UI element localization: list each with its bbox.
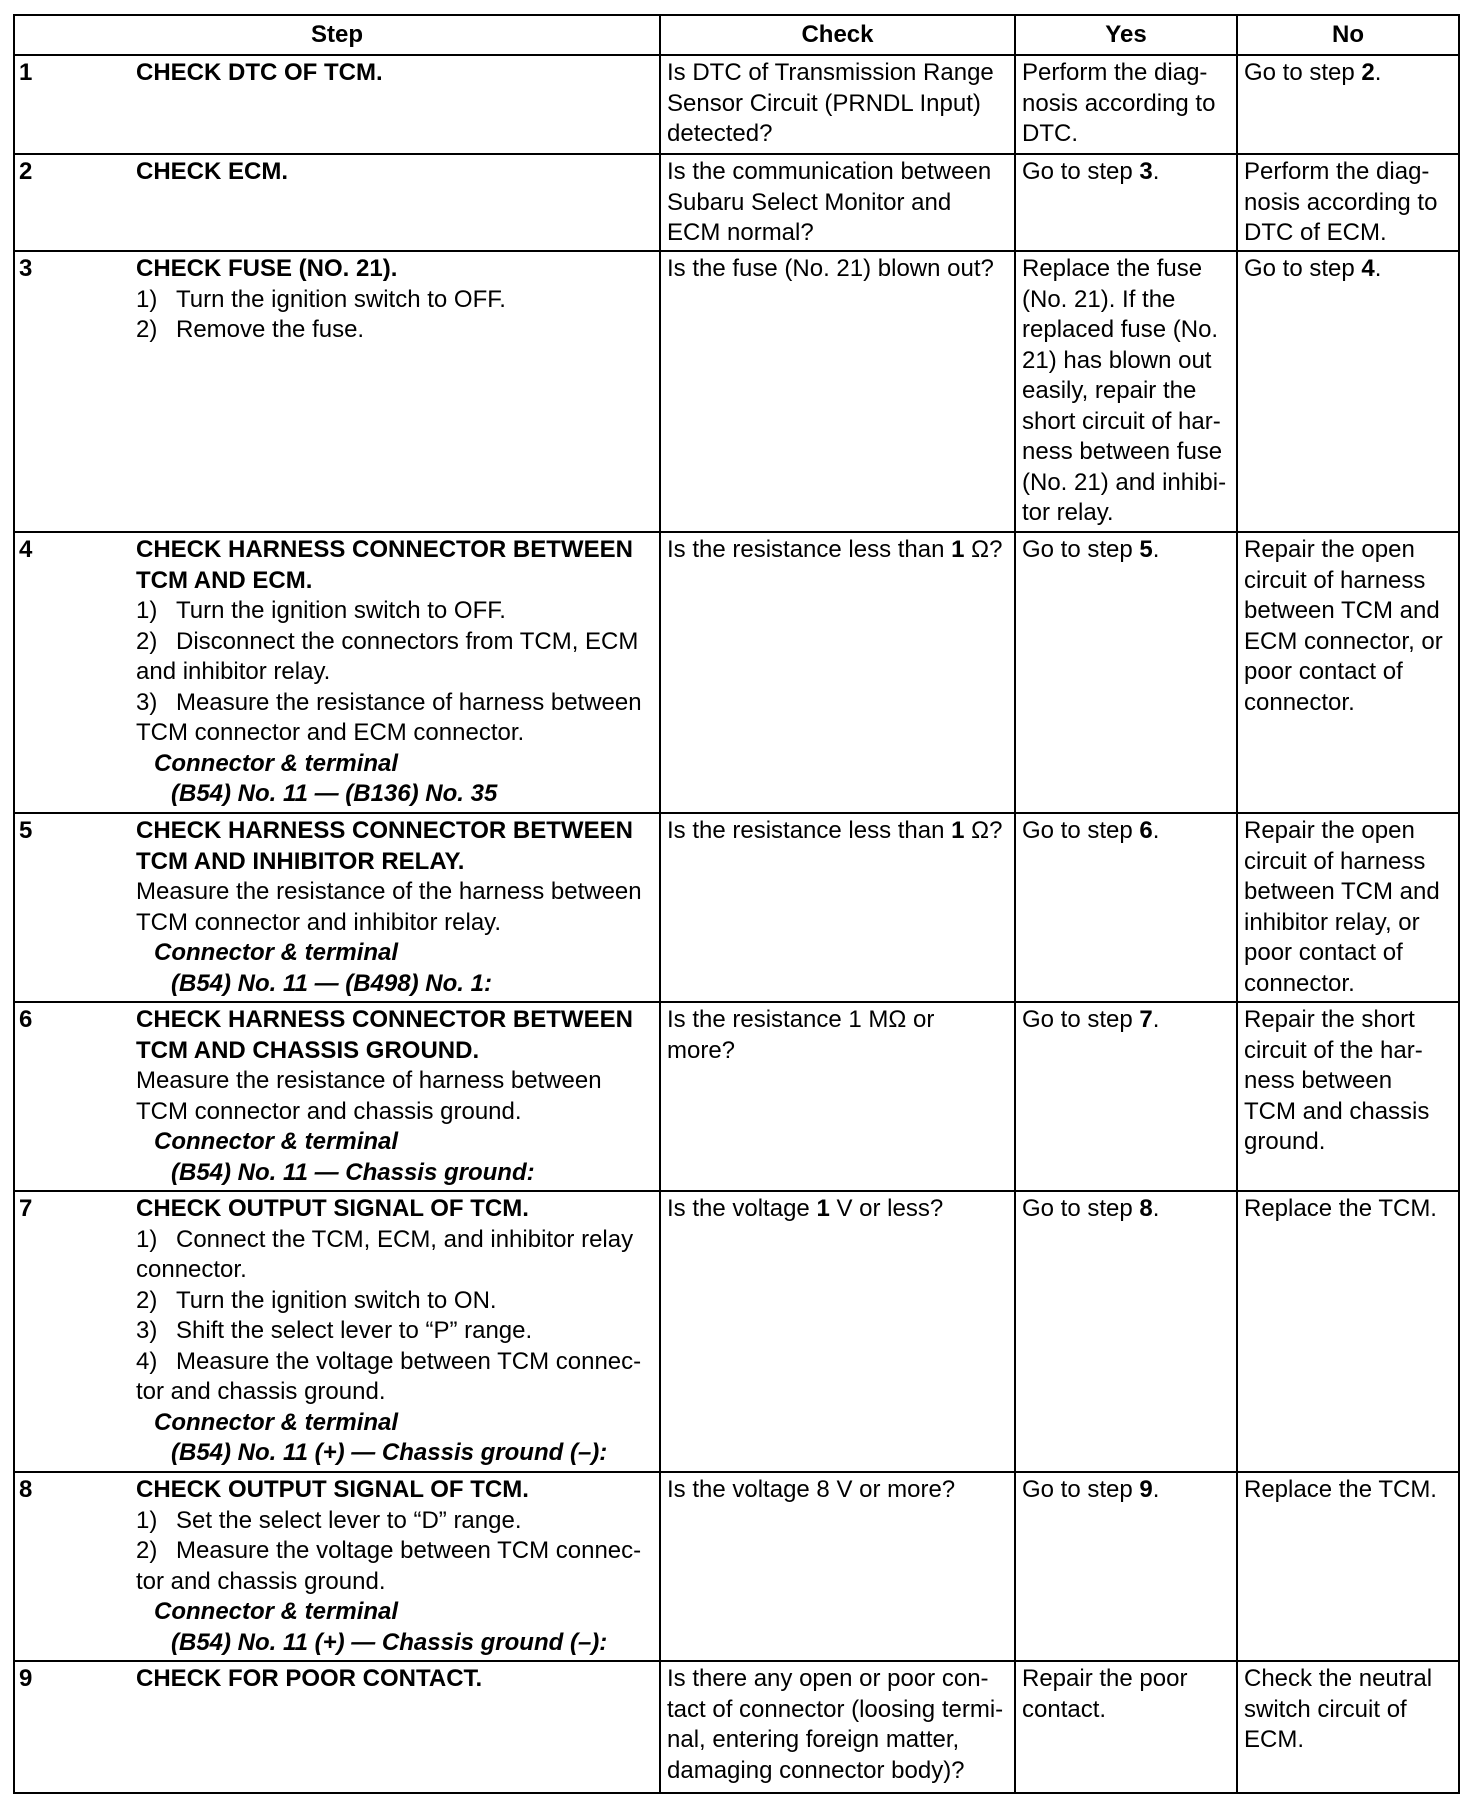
no-line: ECM connector, or <box>1244 627 1443 655</box>
step-cell <box>15 1662 659 1792</box>
yes-cell <box>1016 1003 1236 1190</box>
no-line: poor contact of <box>1244 658 1403 685</box>
check-text: Is the resistance less than <box>667 536 952 563</box>
yes-cell <box>1016 155 1236 250</box>
check-value: 1 <box>951 536 965 563</box>
go-to-step-text: Go to step <box>1022 1195 1140 1222</box>
yes-line: ness between fuse <box>1022 438 1223 465</box>
no-line: switch circuit of <box>1244 1695 1407 1723</box>
step-cell <box>15 252 659 531</box>
check-line: Is DTC of Transmission Range <box>667 59 994 86</box>
check-line: ECM normal? <box>667 219 814 246</box>
connector-label: Connector & terminal <box>154 1128 399 1155</box>
step-reference: 3 <box>1139 158 1153 185</box>
step-title: TCM AND INHIBITOR RELAY. <box>136 847 465 875</box>
go-to-step <box>1022 157 1236 188</box>
no-line: DTC of ECM. <box>1244 219 1387 246</box>
no-line: between TCM and <box>1244 878 1440 905</box>
step-instruction <box>136 285 659 316</box>
check-text: Ω? <box>964 536 1003 563</box>
step-instruction <box>136 688 659 719</box>
header-yes: Yes <box>1016 16 1236 54</box>
step-reference: 4 <box>1361 255 1375 282</box>
instruction-number: 1) <box>136 597 158 624</box>
step-number: 4 <box>19 536 33 563</box>
go-to-step-text: Go to step <box>1244 59 1362 86</box>
yes-line: Perform the diag- <box>1022 59 1208 86</box>
connector-label: Connector & terminal <box>154 939 399 966</box>
yes-line: Repair the poor <box>1022 1665 1188 1692</box>
instruction-number: 2) <box>136 1286 158 1314</box>
step-text <box>136 1475 659 1660</box>
step-instruction: Measure the resistance of the harness between <box>136 878 642 905</box>
step-cell <box>15 1003 659 1190</box>
instruction-text: Turn the ignition switch to OFF. <box>176 285 506 313</box>
no-line: nosis according to <box>1244 188 1438 216</box>
connector-label: Connector & terminal <box>154 1598 399 1625</box>
step-number: 2 <box>19 158 33 185</box>
step-number: 6 <box>19 1006 33 1033</box>
check-line: more? <box>667 1036 736 1064</box>
step-text <box>136 816 659 1001</box>
yes-line: contact. <box>1022 1695 1107 1723</box>
go-to-step <box>1022 535 1236 566</box>
no-line: TCM and chassis <box>1244 1097 1430 1125</box>
step-number: 5 <box>19 817 33 844</box>
step-text <box>136 157 659 250</box>
no-line: ground. <box>1244 1128 1326 1155</box>
check-line: tact of connector (loosing termi- <box>667 1695 1004 1723</box>
step-instruction <box>136 1506 659 1537</box>
step-cell <box>15 56 659 153</box>
check-cell <box>661 252 1014 531</box>
step-title: TCM AND CHASSIS GROUND. <box>136 1036 480 1064</box>
go-to-step-end: . <box>1152 1006 1160 1033</box>
no-line: ness between <box>1244 1067 1393 1094</box>
step-reference: 2 <box>1361 59 1375 86</box>
yes-cell <box>1016 814 1236 1001</box>
step-instruction <box>136 1225 659 1256</box>
go-to-step-end: . <box>1152 536 1160 563</box>
check-cell <box>661 155 1014 250</box>
instruction-text: Remove the fuse. <box>176 316 365 343</box>
no-line: Repair the open <box>1244 817 1415 844</box>
check-value: 1 <box>951 817 965 844</box>
go-to-step <box>1022 1194 1236 1225</box>
check-cell <box>661 814 1014 1001</box>
go-to-step <box>1022 1475 1236 1506</box>
step-reference: 5 <box>1139 536 1153 563</box>
no-line: Check the neutral <box>1244 1665 1433 1692</box>
step-title: CHECK ECM. <box>136 158 289 185</box>
no-cell <box>1238 1473 1458 1660</box>
check-cell <box>661 1473 1014 1660</box>
no-cell <box>1238 1662 1458 1792</box>
yes-line: 21) has blown out <box>1022 346 1212 374</box>
step-instruction <box>136 1316 659 1347</box>
instruction-text: Connect the TCM, ECM, and inhibitor relay <box>176 1225 634 1253</box>
step-instruction: TCM connector and chassis ground. <box>136 1097 522 1125</box>
no-line: inhibitor relay, or <box>1244 908 1420 936</box>
check-line: damaging connector body)? <box>667 1756 965 1784</box>
yes-cell <box>1016 1192 1236 1471</box>
step-title: CHECK FOR POOR CONTACT. <box>136 1665 483 1692</box>
step-instruction: TCM connector and inhibitor relay. <box>136 908 502 936</box>
go-to-step-end: . <box>1152 817 1160 844</box>
no-cell <box>1238 814 1458 1001</box>
go-to-step-end: . <box>1152 1476 1160 1503</box>
go-to-step <box>1244 254 1458 285</box>
yes-cell <box>1016 56 1236 153</box>
no-line: connector. <box>1244 969 1355 997</box>
go-to-step-text: Go to step <box>1022 1006 1140 1033</box>
go-to-step-text: Go to step <box>1244 255 1362 282</box>
step-title: CHECK HARNESS CONNECTOR BETWEEN <box>136 1006 633 1033</box>
instruction-continuation: TCM connector and ECM connector. <box>136 719 525 746</box>
no-cell <box>1238 533 1458 812</box>
header-step: Step <box>15 16 659 54</box>
instruction-number: 2) <box>136 316 158 343</box>
no-cell <box>1238 252 1458 531</box>
instruction-text: Measure the voltage between TCM connec- <box>176 1347 642 1375</box>
no-line: poor contact of <box>1244 939 1403 966</box>
connector-label: Connector & terminal <box>154 749 399 777</box>
yes-line: (No. 21) and inhibi- <box>1022 468 1227 496</box>
no-line: circuit of harness <box>1244 847 1426 875</box>
instruction-number: 1) <box>136 285 158 313</box>
yes-line: nosis according to <box>1022 89 1216 117</box>
step-reference: 8 <box>1139 1195 1153 1222</box>
go-to-step <box>1022 816 1236 847</box>
check-cell <box>661 1003 1014 1190</box>
instruction-text: Shift the select lever to “P” range. <box>176 1317 533 1344</box>
no-line: Replace the TCM. <box>1244 1476 1437 1503</box>
step-instruction <box>136 1286 659 1317</box>
step-cell <box>15 814 659 1001</box>
check-text: Is the voltage <box>667 1195 817 1222</box>
go-to-step <box>1022 1005 1236 1036</box>
go-to-step-text: Go to step <box>1022 536 1140 563</box>
header-check: Check <box>661 16 1014 54</box>
check-line <box>667 535 1014 566</box>
no-cell <box>1238 155 1458 250</box>
instruction-text: Measure the voltage between TCM connec- <box>176 1537 642 1564</box>
step-cell <box>15 1192 659 1471</box>
go-to-step-end: . <box>1152 158 1160 185</box>
check-text: V or less? <box>829 1195 944 1222</box>
step-reference: 6 <box>1139 817 1153 844</box>
go-to-step-text: Go to step <box>1022 158 1140 185</box>
instruction-text: Turn the ignition switch to OFF. <box>176 597 506 624</box>
instruction-number: 4) <box>136 1347 158 1375</box>
no-line: Repair the open <box>1244 536 1415 563</box>
connector-terminal: (B54) No. 11 (+) — Chassis ground (–): <box>171 1439 608 1466</box>
header-no: No <box>1238 16 1458 54</box>
step-title: CHECK FUSE (NO. 21). <box>136 255 398 282</box>
go-to-step-end: . <box>1374 255 1382 282</box>
check-cell <box>661 1192 1014 1471</box>
step-cell <box>15 155 659 250</box>
instruction-text: Measure the resistance of harness between <box>176 688 642 716</box>
go-to-step-end: . <box>1152 1195 1160 1222</box>
no-line: between TCM and <box>1244 597 1440 624</box>
no-line: Perform the diag- <box>1244 158 1430 185</box>
connector-terminal: (B54) No. 11 — Chassis ground: <box>171 1158 535 1186</box>
step-instruction <box>136 627 659 658</box>
yes-line: tor relay. <box>1022 499 1114 526</box>
check-line: nal, entering foreign matter, <box>667 1726 960 1753</box>
no-line: circuit of harness <box>1244 566 1426 594</box>
step-title: CHECK OUTPUT SIGNAL OF TCM. <box>136 1195 529 1222</box>
instruction-text: Disconnect the connectors from TCM, ECM <box>176 627 639 655</box>
step-title: CHECK HARNESS CONNECTOR BETWEEN <box>136 536 633 563</box>
connector-terminal: (B54) No. 11 (+) — Chassis ground (–): <box>171 1628 608 1656</box>
step-number: 1 <box>19 59 33 86</box>
check-line: Is the fuse (No. 21) blown out? <box>667 255 994 282</box>
step-text <box>136 1194 659 1471</box>
step-text <box>136 1005 659 1190</box>
no-cell <box>1238 1192 1458 1471</box>
instruction-number: 2) <box>136 1537 158 1564</box>
step-title: CHECK HARNESS CONNECTOR BETWEEN <box>136 817 633 844</box>
yes-line: replaced fuse (No. <box>1022 316 1219 343</box>
no-cell <box>1238 56 1458 153</box>
no-line: circuit of the har- <box>1244 1036 1423 1064</box>
go-to-step-text: Go to step <box>1022 817 1140 844</box>
step-number: 9 <box>19 1665 33 1692</box>
go-to-step-end: . <box>1374 59 1382 86</box>
step-instruction <box>136 1347 659 1378</box>
step-instruction <box>136 1536 659 1567</box>
check-line: Is there any open or poor con- <box>667 1665 989 1692</box>
step-reference: 7 <box>1139 1006 1153 1033</box>
connector-terminal: (B54) No. 11 — (B498) No. 1: <box>171 969 492 997</box>
yes-cell <box>1016 252 1236 531</box>
instruction-continuation: and inhibitor relay. <box>136 658 331 685</box>
no-cell <box>1238 1003 1458 1190</box>
step-number: 3 <box>19 255 33 282</box>
no-line: ECM. <box>1244 1726 1304 1753</box>
yes-line: DTC. <box>1022 120 1078 147</box>
diagnostic-table <box>13 14 1460 1794</box>
step-title: CHECK DTC OF TCM. <box>136 59 383 86</box>
instruction-number: 2) <box>136 627 158 655</box>
instruction-number: 1) <box>136 1225 158 1253</box>
instruction-continuation: tor and chassis ground. <box>136 1378 386 1405</box>
yes-line: short circuit of har- <box>1022 407 1221 435</box>
step-text <box>136 1664 659 1792</box>
check-line <box>667 1194 1014 1225</box>
step-instruction: Measure the resistance of harness between <box>136 1067 602 1094</box>
instruction-text: Turn the ignition switch to ON. <box>176 1286 497 1314</box>
check-line: detected? <box>667 120 773 147</box>
yes-cell <box>1016 1473 1236 1660</box>
connector-terminal: (B54) No. 11 — (B136) No. 35 <box>171 780 498 807</box>
yes-cell <box>1016 1662 1236 1792</box>
no-line: Replace the TCM. <box>1244 1195 1437 1222</box>
step-instruction <box>136 315 659 346</box>
step-text <box>136 535 659 812</box>
check-cell <box>661 533 1014 812</box>
go-to-step <box>1244 58 1458 89</box>
step-cell <box>15 1473 659 1660</box>
instruction-number: 3) <box>136 1317 158 1344</box>
step-reference: 9 <box>1139 1476 1153 1503</box>
check-cell <box>661 56 1014 153</box>
step-title: CHECK OUTPUT SIGNAL OF TCM. <box>136 1476 529 1503</box>
check-text: Ω? <box>964 817 1003 844</box>
instruction-number: 3) <box>136 688 158 716</box>
step-title: TCM AND ECM. <box>136 566 313 594</box>
no-line: Repair the short <box>1244 1006 1415 1033</box>
yes-line: easily, repair the <box>1022 377 1197 404</box>
step-instruction <box>136 596 659 627</box>
check-line: Sensor Circuit (PRNDL Input) <box>667 89 981 117</box>
check-text: Is the resistance less than <box>667 817 952 844</box>
yes-cell <box>1016 533 1236 812</box>
go-to-step-text: Go to step <box>1022 1476 1140 1503</box>
check-line <box>667 816 1014 847</box>
step-cell <box>15 533 659 812</box>
yes-line: Replace the fuse <box>1022 255 1203 282</box>
check-line: Is the communication between <box>667 158 992 185</box>
instruction-text: Set the select lever to “D” range. <box>176 1506 522 1534</box>
check-cell <box>661 1662 1014 1792</box>
instruction-number: 1) <box>136 1506 158 1534</box>
no-line: connector. <box>1244 688 1355 716</box>
yes-line: (No. 21). If the <box>1022 285 1176 313</box>
check-value: 1 <box>816 1195 830 1222</box>
check-line: Subaru Select Monitor and <box>667 188 952 216</box>
connector-label: Connector & terminal <box>154 1408 399 1436</box>
step-number: 7 <box>19 1195 33 1222</box>
check-line: Is the resistance 1 MΩ or <box>667 1006 935 1033</box>
check-line: Is the voltage 8 V or more? <box>667 1476 956 1503</box>
step-text <box>136 58 659 153</box>
instruction-continuation: tor and chassis ground. <box>136 1567 386 1595</box>
instruction-continuation: connector. <box>136 1256 247 1283</box>
step-number: 8 <box>19 1476 33 1503</box>
step-text <box>136 254 659 531</box>
